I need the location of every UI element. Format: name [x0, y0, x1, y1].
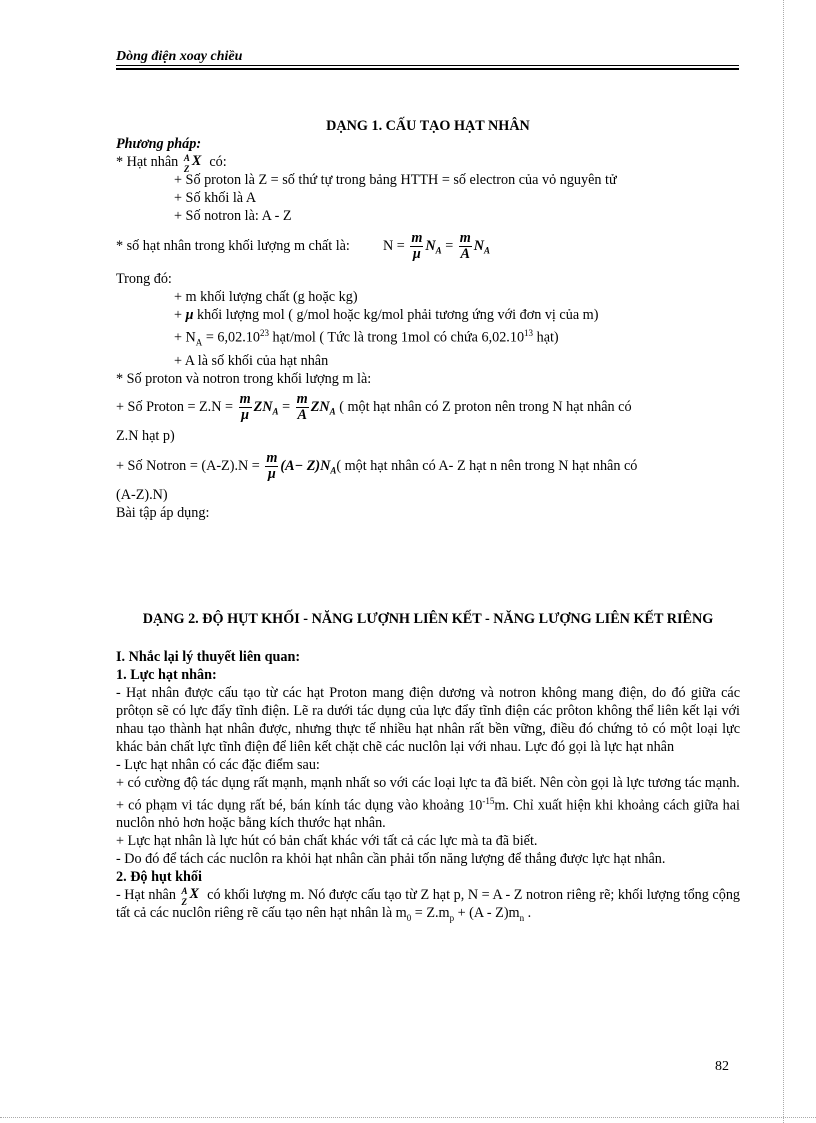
notron-formula-line: + Số Notron = (A-Z).N = $\frac{m}{\mu}$ $(A- Z)N_A$( một hạt nhân có A- Z hạt n nên trong N hạt nhân có: [116, 449, 638, 482]
running-header: Dòng điện xoay chiều: [116, 49, 243, 64]
where-item: + A là số khối của hạt nhân: [174, 352, 329, 369]
paragraph: - Lực hạt nhân có các đặc điểm sau:: [116, 756, 320, 773]
paragraph: + có phạm vi tác dụng rất bé, bán kính tác dụng vào khoảng $10^{-15}m$. Chỉ xuất hiện khi khoảng cách giữa hai nuclôn nhỏ hơn hoặc bằng kích thước hạt nhân.: [116, 795, 740, 832]
count-formula-line: * số hạt nhân trong khối lượng m chất là: N = $\frac{m}{\mu}$ $N_A$ = $\frac{m}{A}$ $N_A$: [116, 230, 491, 262]
list-item: + Số khối là A: [174, 190, 257, 206]
paragraph: - Do đó để tách các nuclôn ra khỏi hạt nhân cần phải tốn năng lượng để thắng được lực hạt nhân.: [116, 851, 666, 868]
nuclide-symbol: A Z X: [183, 153, 202, 174]
proton-cont: Z.N hạt p): [116, 427, 175, 444]
pn-heading: * Số proton và notron trong khối lượng m là:: [116, 370, 372, 387]
page-edge-right: [783, 0, 784, 1123]
page-edge-bottom: [0, 1117, 816, 1118]
fraction-m-over-a: $\frac{m}{A}$: [459, 230, 471, 262]
header-rule-thin: [116, 65, 739, 66]
list-item: + Số notron là: A - Z: [174, 208, 292, 224]
where-item: + m khối lượng chất (g hoặc kg): [174, 289, 358, 305]
dang2-title: DẠNG 2. ĐỘ HỤT KHỐI - NĂNG LƯỢNH LIÊN KẾT - NĂNG LƯỢNG LIÊN KẾT RIÊNG: [142, 610, 714, 627]
paragraph: - Hạt nhân A Z X có khối lượng m. Nó được cấu tạo từ Z hạt p, N = A - Z notron riêng rẽ; khối lượng tổng cộng tất cả các nuclôn riêng rẽ cấu tạo nên hạt nhân là $m_0 = Z.m_p + (A - Z)m_n$ .: [116, 886, 741, 924]
notron-cont: (A-Z).N): [116, 486, 168, 503]
section-heading: I. Nhắc lại lý thuyết liên quan:: [116, 648, 301, 665]
subsection-heading: 1. Lực hạt nhân:: [116, 666, 217, 683]
subsection-heading: 2. Độ hụt khối: [116, 869, 202, 886]
avogadro-line: + $N_A = 6,02.10^{23}$ hạt/mol ( Tức là trong 1mol có chứa 6,02.10$^{13}$ hạt): [174, 328, 559, 348]
paragraph: - Hạt nhân được cấu tạo từ các hạt Proton mang điện dương và notron không mang điện, do đó giữa các prôtọn sẽ có lực đẩy tĩnh điện. Lẽ ra dưới tác dụng của lực đẩy tĩnh điện các prôton không thể liên kết lại với nhau tạo thành hạt nhân được, nhưng thực tế nhiều hạt nhân rất bền vững, điều đó chứng tỏ có một loại lực khác bản chất lực tĩnh điện để liên kết chặt chẽ các nuclôn lại với nhau. Lực đó gọi là lực hạt nhân: [116, 684, 740, 755]
dang1-title: DẠNG 1. CẤU TẠO HẠT NHÂN: [326, 118, 530, 134]
page-body: [116, 117, 740, 927]
paragraph: + Lực hạt nhân là lực hút có bản chất khác với tất cả các lực mà ta đã biết.: [116, 833, 538, 850]
proton-formula-line: + Số Proton = Z.N = $\frac{m}{\mu}$ $ZN_A$ = $\frac{m}{A}$ $ZN_A$ ( một hạt nhân có Z proton nên trong N hạt nhân có: [116, 390, 632, 423]
page-number: 82: [715, 1059, 729, 1074]
list-item: + Số proton là Z = số thứ tự trong bảng HTTH = số electron của vỏ nguyên tử: [174, 172, 617, 188]
intro-line: * Hạt nhân A Z X có:: [116, 153, 227, 174]
where-item-mu: + μ khối lượng mol ( g/mol hoặc kg/mol phải tương ứng với đơn vị của m): [174, 307, 599, 323]
method-label: Phương pháp:: [116, 136, 202, 152]
trong-do-label: Trong đó:: [116, 271, 172, 287]
paragraph: + có cường độ tác dụng rất mạnh, mạnh nhất so với các loại lực ta đã biết. Nên còn gọi là lực tương tác mạnh.: [116, 774, 740, 791]
header-rule-thick: [116, 68, 739, 70]
exercises-label: Bài tập áp dụng:: [116, 504, 210, 521]
fraction-m-over-mu: $\frac{m}{\mu}$: [411, 230, 423, 262]
